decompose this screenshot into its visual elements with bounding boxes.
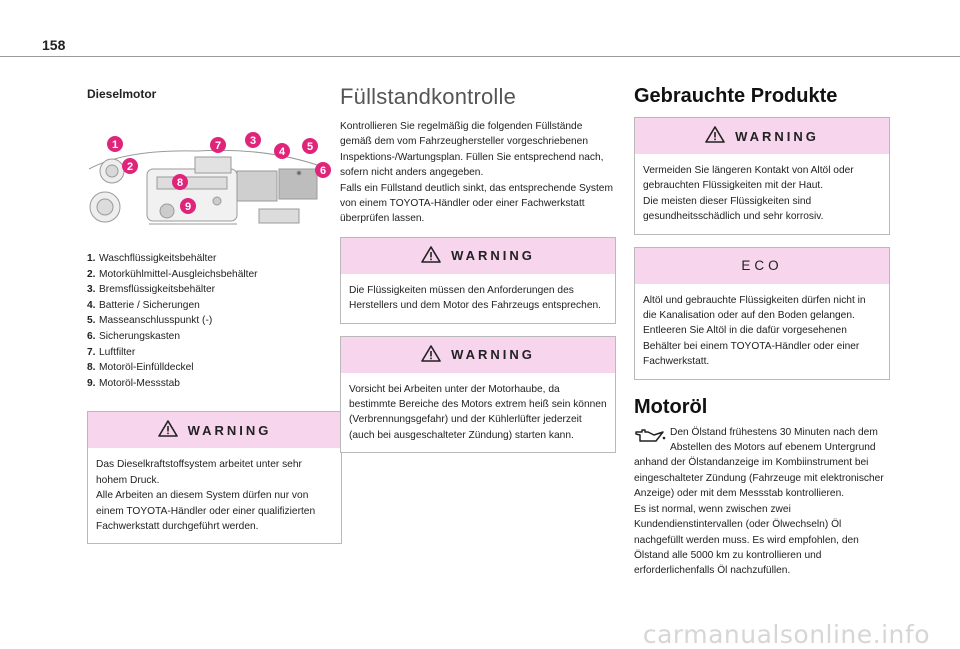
eco-text: Altöl und gebrauchte Flüssigkeiten dürfen nicht in die Kanalisation oder auf den Boden gelangen. Entleeren Sie Altöl in die dafür vorgesehenen Behälter bei einem TOYOTA-Händler oder einer Fachwerkstatt. (643, 294, 866, 368)
eco-header: ECO (635, 248, 889, 284)
svg-text:8: 8 (176, 177, 184, 189)
watermark: carmanualsonline.info (642, 620, 930, 649)
svg-text:4: 4 (278, 146, 286, 158)
warning-text: Das Dieselkraftstoffsystem arbeitet unter sehr hohem Druck. Alle Arbeiten an diesem System dürfen nur von einem TOYOTA-Händler oder einer qualifizierten Fachwerkstatt durchgeführt werden. (96, 459, 316, 532)
svg-text:7: 7 (214, 140, 222, 152)
warning-text: Die Flüssigkeiten müssen den Anforderungen des Herstellers und dem Motor des Fahrzeugs entsprechen. (349, 284, 601, 312)
svg-text:5: 5 (306, 141, 314, 153)
section-heading-dieselmotor: Dieselmotor (87, 87, 157, 101)
marker-6 (315, 162, 331, 178)
legend-item: 4. Batterie / Sicherungen (87, 299, 200, 311)
legend-item: 9. Motoröl-Messstab (87, 377, 180, 389)
warning-header: WARNING (341, 238, 615, 274)
oil-text-rest: anhand der Ölstandanzeige im Kombiinstrument bei eingeschalteter Zündung (Fahrzeuge mit elektronischer Anzeige) oder mit dem Messstab kontrollieren. Es ist normal, wenn zwischen zwei Kundendienstintervallen (oder Ölwechseln) Öl nachgefüllt werden muss. Es wird empfohlen, den Ölstand alle 5000 km zu kontrollieren und erforderlichenfalls Öl nachzufüllen. (634, 457, 884, 577)
intro-paragraph: Kontrollieren Sie regelmäßig die folgenden Füllstände gemäß dem vom Fahrzeughersteller vorgeschriebenen Inspektions-/Wartungsplan. Füllen Sie entsprechend nach, sofern nicht anders angegeben. Falls ein Füllstand deutlich sinkt, das entsprechende System von einem TOYOTA-Händler oder einer Fachwerkstatt überprüfen lassen. (340, 121, 613, 225)
marker-8 (172, 174, 188, 190)
warning-header: WARNING (341, 337, 615, 373)
svg-text:6: 6 (319, 165, 327, 177)
marker-4 (274, 143, 290, 159)
warning-box-used-products (634, 117, 890, 235)
oil-can-icon (634, 427, 666, 445)
svg-text:1: 1 (111, 139, 119, 151)
svg-text:3: 3 (249, 135, 257, 147)
warning-box-fluids (340, 237, 616, 324)
marker-1 (107, 136, 123, 152)
legend-item: 7. Luftfilter (87, 346, 136, 358)
warning-header: WARNING (635, 118, 889, 154)
legend-item: 5. Masseanschlusspunkt (-) (87, 315, 213, 327)
warning-triangle-icon (158, 420, 178, 440)
oil-text-first: Den Ölstand frühestens 30 Minuten nach dem Abstellen des Motors auf ebenem Untergrund (670, 426, 878, 454)
middle-column (340, 84, 616, 453)
svg-text:9: 9 (184, 201, 192, 213)
page-number: 158 (42, 37, 66, 53)
header-rule (0, 56, 960, 57)
legend-item: 6. Sicherungskasten (87, 330, 180, 342)
marker-7 (210, 137, 226, 153)
eco-box (634, 247, 890, 380)
marker-3 (245, 132, 261, 148)
section-heading-motoroel: Motoröl (634, 395, 708, 418)
section-heading-fuellstand: Füllstandkontrolle (340, 84, 517, 109)
warning-header: WARNING (88, 412, 341, 448)
warning-text: Vorsicht bei Arbeiten unter der Motorhaube, da bestimmte Bereiche des Motors extrem heiß sein können (Verbrennungsgefahr) und der Kühlerlüfter jederzeit (auch bei ausgeschalteter Zündung) starten kann. (349, 383, 607, 441)
warning-box-diesel (87, 411, 342, 544)
oil-intro-row (634, 425, 890, 456)
svg-text:2: 2 (126, 161, 134, 173)
engine-illustration (87, 129, 331, 237)
legend-item: 1. Waschflüssigkeitsbehälter (87, 253, 217, 264)
marker-9 (180, 198, 196, 214)
section-heading-gebrauchte-produkte: Gebrauchte Produkte (634, 85, 838, 107)
legend-item: 2. Motorkühlmittel-Ausgleichsbehälter (87, 268, 258, 280)
warning-triangle-icon (705, 126, 725, 146)
legend-item: 3. Bremsflüssigkeitsbehälter (87, 284, 216, 296)
warning-triangle-icon (421, 246, 441, 266)
warning-triangle-icon (421, 345, 441, 365)
warning-text: Vermeiden Sie längeren Kontakt von Altöl oder gebrauchten Flüssigkeiten mit der Haut. Die meisten dieser Flüssigkeiten sind gesundheitsschädlich und sehr korrosiv. (643, 165, 854, 223)
legend-item: 8. Motoröl-Einfülldeckel (87, 362, 194, 374)
left-column (87, 80, 342, 544)
warning-box-hot-engine (340, 336, 616, 454)
right-column (634, 85, 890, 579)
marker-2 (122, 158, 138, 174)
component-legend (87, 251, 342, 391)
marker-5 (302, 138, 318, 154)
engine-diagram (87, 129, 331, 237)
